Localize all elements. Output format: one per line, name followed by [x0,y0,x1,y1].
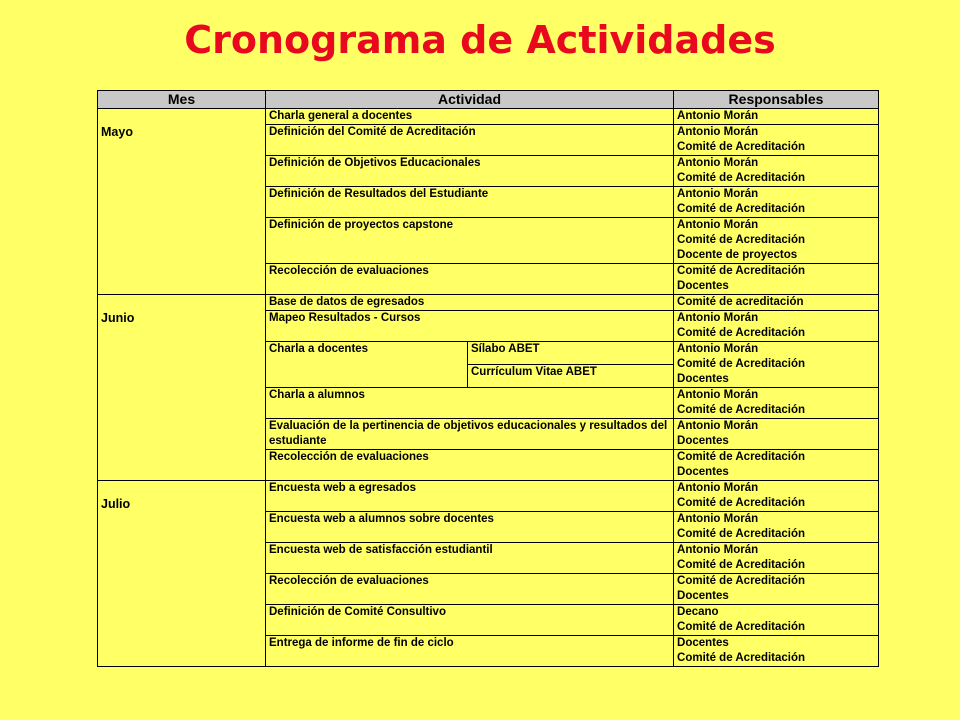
responsables-cell [674,342,879,388]
activity-cell: Evaluación de la pertinencia de objetivos educacionales y resultados del estudiante [266,419,674,450]
page-title: Cronograma de Actividades [184,18,776,62]
responsable-line: Docente de proyectos [677,249,798,261]
table-body [98,109,879,667]
header-actividad: Actividad [266,91,674,109]
responsable-line: Docentes [677,637,729,649]
responsable-line: Antonio Morán [677,513,759,525]
responsable-line: Comité de Acreditación [677,528,806,540]
responsables-cell [674,187,879,218]
responsable-line: Comité de Acreditación [677,559,806,571]
responsable-line: Antonio Morán [677,420,759,432]
responsable-line: Comité de Acreditación [677,497,806,509]
responsables-cell [674,450,879,481]
responsable-line: Docentes [677,373,729,385]
responsable-line: Docentes [677,466,729,478]
responsable-line: Comité de Acreditación [677,451,806,463]
month-cell [98,295,266,481]
activity-cell: Definición de proyectos capstone [266,218,674,264]
table-row [98,109,879,125]
header-responsables: Responsables [674,91,879,109]
responsable-line: Decano [677,606,719,618]
responsable-line: Comité de Acreditación [677,172,806,184]
activity-cell: Encuesta web a egresados [266,481,674,512]
responsables-cell [674,156,879,187]
responsables-cell [674,109,879,125]
responsable-line: Comité de Acreditación [677,265,806,277]
table-header-row [98,91,879,109]
responsables-cell [674,295,879,311]
responsable-line: Antonio Morán [677,389,759,401]
responsables-cell [674,218,879,264]
activity-cell: Encuesta web a alumnos sobre docentes [266,512,674,543]
activity-cell: Definición de Resultados del Estudiante [266,187,674,218]
responsable-line: Comité de Acreditación [677,141,806,153]
responsable-line: Comité de acreditación [677,296,804,308]
responsable-line: Antonio Morán [677,110,759,122]
responsable-line: Comité de Acreditación [677,203,806,215]
schedule-table [97,90,879,667]
activity-cell: Charla a docentes [266,342,468,388]
responsable-line: Antonio Morán [677,157,759,169]
responsables-cell [674,419,879,450]
activity-cell: Definición del Comité de Acreditación [266,125,674,156]
responsable-line: Comité de Acreditación [677,327,806,339]
responsables-cell [674,311,879,342]
month-label: Mayo [101,125,133,139]
responsable-line: Comité de Acreditación [677,575,806,587]
responsable-line: Comité de Acreditación [677,404,806,416]
activity-cell: Definición de Objetivos Educacionales [266,156,674,187]
sub-activity-cell: Sílabo ABET [468,342,674,365]
responsable-line: Docentes [677,435,729,447]
activity-cell: Recolección de evaluaciones [266,574,674,605]
activity-cell: Charla general a docentes [266,109,674,125]
responsables-cell [674,605,879,636]
responsable-line: Docentes [677,590,729,602]
responsable-line: Comité de Acreditación [677,358,806,370]
activity-cell: Encuesta web de satisfacción estudiantil [266,543,674,574]
responsables-cell [674,636,879,667]
sub-activity-cell: Currículum Vitae ABET [468,365,674,388]
responsable-line: Comité de Acreditación [677,234,806,246]
responsables-cell [674,481,879,512]
responsable-line: Antonio Morán [677,482,759,494]
responsables-cell [674,388,879,419]
responsable-line: Antonio Morán [677,219,759,231]
responsables-cell [674,264,879,295]
activity-cell: Recolección de evaluaciones [266,264,674,295]
activity-cell: Entrega de informe de fin de ciclo [266,636,674,667]
activity-cell: Recolección de evaluaciones [266,450,674,481]
responsable-line: Docentes [677,280,729,292]
activity-cell: Mapeo Resultados - Cursos [266,311,674,342]
header-mes: Mes [98,91,266,109]
responsables-cell [674,574,879,605]
responsable-line: Antonio Morán [677,126,759,138]
month-label: Julio [101,497,131,511]
responsable-line: Antonio Morán [677,312,759,324]
responsables-cell [674,512,879,543]
month-cell [98,109,266,295]
month-cell [98,481,266,667]
table-row [98,481,879,512]
responsable-line: Comité de Acreditación [677,621,806,633]
activity-cell: Charla a alumnos [266,388,674,419]
activity-cell: Definición de Comité Consultivo [266,605,674,636]
month-label: Junio [101,311,135,325]
responsable-line: Antonio Morán [677,188,759,200]
responsables-cell [674,543,879,574]
responsables-cell [674,125,879,156]
table-row [98,295,879,311]
responsable-line: Comité de Acreditación [677,652,806,664]
activity-cell: Base de datos de egresados [266,295,674,311]
responsable-line: Antonio Morán [677,544,759,556]
responsable-line: Antonio Morán [677,343,759,355]
